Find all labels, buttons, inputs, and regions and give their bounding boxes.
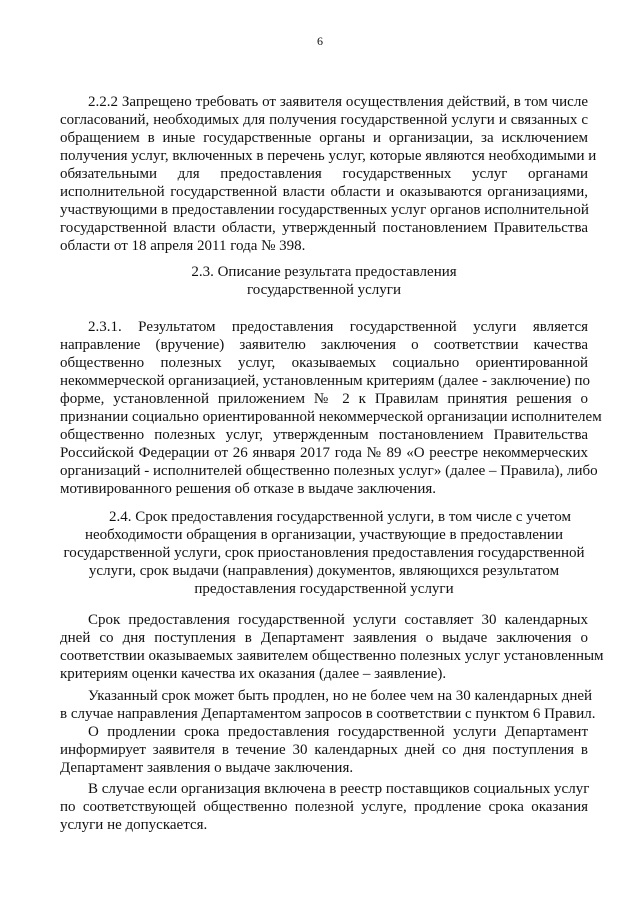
term-paragraph-line: Срок предоставления государственной услуги составляет 30 календарных (88, 612, 588, 628)
section-2-2-2-line: государственной власти области, утвержденный постановлением Правительства (60, 220, 588, 236)
section-2-3-heading: 2.3. Описание результата предоставления (191, 264, 457, 280)
section-2-3-1-line: признании социально ориентированной некоммерческой организации исполнителем (60, 409, 602, 425)
extension-paragraph-line: в случае направления Департаментом запросов в соответствии с пунктом 6 Правил. (60, 706, 596, 722)
section-2-2-2-line: исполнительной государственной власти области и оказываются организациями, (60, 184, 588, 200)
section-2-3-1-line: форме, установленной приложением № 2 к Правилам принятия решения о (60, 391, 588, 407)
section-2-4-heading: государственной услуги, срок приостановления предоставления государственной (63, 545, 585, 561)
notification-paragraph-line: информирует заявителя в течение 30 календарных дней со дня поступления в (60, 742, 588, 758)
term-paragraph-line: дней со дня поступления в Департамент заявления о выдаче заключения о (60, 630, 588, 646)
section-2-3-1-line: 2.3.1. Результатом предоставления государственной услуги является (88, 319, 588, 335)
section-2-2-2-line: обязательными для предоставления государственных услуг органами (60, 166, 588, 182)
section-2-4-heading: необходимости обращения в организации, участвующие в предоставлении (85, 527, 563, 543)
registry-paragraph-line: услуги не допускается. (60, 817, 208, 833)
section-2-2-2-line: области от 18 апреля 2011 года № 398. (60, 238, 306, 254)
notification-paragraph-line: Департамент заявления о выдаче заключения. (60, 760, 354, 776)
section-2-4-heading: услуги, срок выдачи (направления) документов, являющихся результатом (88, 563, 560, 579)
section-2-3-1-line: организаций - исполнителей общественно полезных услуг» (далее – Правила), либо (60, 463, 598, 479)
extension-paragraph-line: Указанный срок может быть продлен, но не более чем на 30 календарных дней (88, 688, 593, 704)
section-2-3-1-line: мотивированного решения об отказе в выдаче заключения. (60, 481, 437, 497)
section-2-2-2-line: 2.2.2 Запрещено требовать от заявителя осуществления действий, в том числе (88, 94, 588, 110)
section-2-2-2-line: обращением в иные государственные органы и организации, за исключением (60, 130, 588, 146)
section-2-3-1-line: некоммерческой организацией, установленным критериям (далее - заключение) по (60, 373, 590, 389)
term-paragraph-line: критериям оценки качества их оказания (далее – заявление). (60, 666, 447, 682)
section-2-3-1-line: общественно полезных услуг, утвержденным постановлением Правительства (60, 427, 588, 443)
section-2-3-1-line: общественно полезных услуг, оказываемых социально ориентированной (60, 355, 588, 371)
section-2-3-1-line: направление (вручение) заявителю заключения о соответствии качества (60, 337, 588, 353)
section-2-4-heading: 2.4. Срок предоставления государственной услуги, в том числе с учетом (109, 509, 571, 525)
term-paragraph-line: соответствии оказываемых заявителем общественно полезных услуг установленным (60, 648, 604, 664)
section-2-2-2-line: участвующими в предоставлении государственных услуг органов исполнительной (60, 202, 589, 218)
notification-paragraph-line: О продлении срока предоставления государственной услуги Департамент (88, 724, 588, 740)
section-2-2-2-line: согласований, необходимых для получения государственной услуги и связанных с (60, 112, 588, 128)
section-2-4-heading: предоставления государственной услуги (194, 581, 454, 597)
section-2-3-1-line: Российской Федерации от 26 января 2017 года № 89 «О реестре некоммерческих (60, 445, 588, 461)
section-2-2-2-line: получения услуг, включенных в перечень услуг, которые являются необходимыми и (60, 148, 597, 164)
registry-paragraph-line: В случае если организация включена в реестр поставщиков социальных услуг (88, 781, 590, 797)
section-2-3-heading: государственной услуги (247, 282, 401, 298)
page-number: 6 (317, 34, 323, 48)
registry-paragraph-line: по соответствующей общественно полезной услуге, продление срока оказания (60, 799, 588, 815)
